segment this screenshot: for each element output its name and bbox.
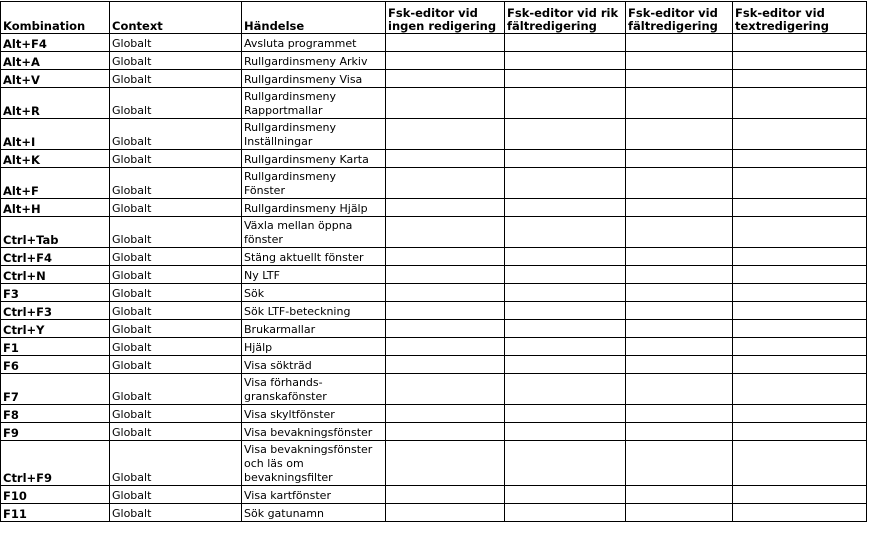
table-row bbox=[1, 168, 867, 199]
table-row bbox=[1, 356, 867, 374]
empty-cell bbox=[626, 374, 733, 405]
empty-cell bbox=[626, 150, 733, 168]
shortcut-event-text: Visa bevakningsfönster och läs om bevakningsfilter bbox=[244, 443, 373, 484]
empty-cell bbox=[505, 150, 626, 168]
header-kombination: Kombination bbox=[1, 2, 110, 34]
shortcut-key bbox=[1, 88, 110, 119]
table-row bbox=[1, 374, 867, 405]
shortcut-context bbox=[110, 486, 242, 504]
shortcut-context bbox=[110, 338, 242, 356]
empty-cell bbox=[733, 441, 867, 486]
table-row bbox=[1, 150, 867, 168]
empty-cell bbox=[626, 504, 733, 522]
shortcut-context-text: Globalt bbox=[112, 323, 152, 336]
empty-cell bbox=[505, 423, 626, 441]
header-fsk-ingen: Fsk-editor vid ingen redigering bbox=[386, 2, 505, 34]
shortcut-key-text: Alt+F bbox=[3, 184, 39, 198]
shortcut-event bbox=[242, 302, 386, 320]
shortcut-context-text: Globalt bbox=[112, 359, 152, 372]
table-row bbox=[1, 441, 867, 486]
shortcut-context bbox=[110, 356, 242, 374]
empty-cell bbox=[505, 168, 626, 199]
empty-cell bbox=[386, 266, 505, 284]
shortcut-event-text: Rullgardinsmeny Rapportmallar bbox=[244, 90, 336, 117]
empty-cell bbox=[505, 88, 626, 119]
empty-cell bbox=[626, 70, 733, 88]
table-row bbox=[1, 88, 867, 119]
shortcut-key-text: F1 bbox=[3, 341, 19, 355]
empty-cell bbox=[733, 338, 867, 356]
table-row bbox=[1, 199, 867, 217]
shortcut-key bbox=[1, 52, 110, 70]
shortcut-event-text: Visa bevakningsfönster bbox=[244, 426, 373, 439]
shortcut-key-text: Alt+I bbox=[3, 135, 36, 149]
empty-cell bbox=[505, 217, 626, 248]
empty-cell bbox=[386, 320, 505, 338]
shortcut-event-text: Sök gatunamn bbox=[244, 507, 324, 520]
empty-cell bbox=[733, 70, 867, 88]
shortcut-key bbox=[1, 356, 110, 374]
shortcut-event bbox=[242, 441, 386, 486]
empty-cell bbox=[733, 405, 867, 423]
shortcut-context-text: Globalt bbox=[112, 489, 152, 502]
shortcut-event bbox=[242, 423, 386, 441]
shortcut-event-text: Ny LTF bbox=[244, 269, 280, 282]
shortcut-key bbox=[1, 168, 110, 199]
shortcut-key-text: F11 bbox=[3, 507, 27, 521]
shortcut-key-text: F10 bbox=[3, 489, 27, 503]
shortcut-context-text: Globalt bbox=[112, 408, 152, 421]
shortcut-event-text: Rullgardinsmeny Hjälp bbox=[244, 202, 368, 215]
empty-cell bbox=[626, 199, 733, 217]
table-row bbox=[1, 504, 867, 522]
shortcut-context bbox=[110, 34, 242, 52]
shortcut-key-text: Alt+H bbox=[3, 202, 41, 216]
shortcut-event-text: Avsluta programmet bbox=[244, 37, 357, 50]
header-row bbox=[1, 2, 867, 34]
shortcut-event-text: Hjälp bbox=[244, 341, 273, 354]
empty-cell bbox=[386, 88, 505, 119]
empty-cell bbox=[733, 52, 867, 70]
empty-cell bbox=[505, 52, 626, 70]
shortcut-event-text: Sök bbox=[244, 287, 265, 300]
empty-cell bbox=[733, 199, 867, 217]
shortcut-key bbox=[1, 34, 110, 52]
empty-cell bbox=[505, 70, 626, 88]
shortcut-event-text: Visa kartfönster bbox=[244, 489, 331, 502]
empty-cell bbox=[626, 486, 733, 504]
shortcut-key-text: Ctrl+Tab bbox=[3, 233, 59, 247]
table-row bbox=[1, 34, 867, 52]
shortcut-key-text: Ctrl+F3 bbox=[3, 305, 53, 319]
shortcut-event bbox=[242, 217, 386, 248]
empty-cell bbox=[505, 356, 626, 374]
empty-cell bbox=[733, 356, 867, 374]
empty-cell bbox=[505, 119, 626, 150]
empty-cell bbox=[386, 302, 505, 320]
shortcut-context bbox=[110, 284, 242, 302]
table-row bbox=[1, 486, 867, 504]
shortcut-key bbox=[1, 284, 110, 302]
shortcut-key bbox=[1, 70, 110, 88]
header-handelse: Händelse bbox=[242, 2, 386, 34]
empty-cell bbox=[626, 119, 733, 150]
shortcut-key-text: Alt+A bbox=[3, 55, 40, 69]
shortcut-key bbox=[1, 486, 110, 504]
empty-cell bbox=[386, 248, 505, 266]
shortcut-event bbox=[242, 338, 386, 356]
empty-cell bbox=[626, 88, 733, 119]
table-row bbox=[1, 423, 867, 441]
shortcut-event bbox=[242, 504, 386, 522]
shortcut-context-text: Globalt bbox=[112, 341, 152, 354]
header-context: Context bbox=[110, 2, 242, 34]
shortcut-context bbox=[110, 320, 242, 338]
shortcut-key bbox=[1, 150, 110, 168]
shortcut-context bbox=[110, 88, 242, 119]
table-row bbox=[1, 248, 867, 266]
shortcut-key-text: Ctrl+F9 bbox=[3, 471, 53, 485]
empty-cell bbox=[386, 150, 505, 168]
empty-cell bbox=[505, 338, 626, 356]
shortcut-event bbox=[242, 405, 386, 423]
shortcut-key-text: F9 bbox=[3, 426, 19, 440]
shortcut-context-text: Globalt bbox=[112, 153, 152, 166]
shortcut-key-text: F3 bbox=[3, 287, 19, 301]
shortcut-key-text: Ctrl+F4 bbox=[3, 251, 53, 265]
shortcut-event bbox=[242, 168, 386, 199]
shortcut-context bbox=[110, 168, 242, 199]
shortcut-context bbox=[110, 504, 242, 522]
empty-cell bbox=[733, 423, 867, 441]
empty-cell bbox=[386, 441, 505, 486]
shortcut-event-text: Stäng aktuellt fönster bbox=[244, 251, 364, 264]
shortcut-context-text: Globalt bbox=[112, 287, 152, 300]
empty-cell bbox=[626, 356, 733, 374]
shortcut-event bbox=[242, 266, 386, 284]
shortcut-context-text: Globalt bbox=[112, 104, 152, 117]
shortcut-key bbox=[1, 441, 110, 486]
empty-cell bbox=[386, 217, 505, 248]
shortcut-event-text: Sök LTF-beteckning bbox=[244, 305, 351, 318]
empty-cell bbox=[626, 248, 733, 266]
empty-cell bbox=[505, 374, 626, 405]
shortcut-context-text: Globalt bbox=[112, 202, 152, 215]
empty-cell bbox=[386, 338, 505, 356]
empty-cell bbox=[626, 52, 733, 70]
shortcut-key-text: Alt+K bbox=[3, 153, 40, 167]
empty-cell bbox=[505, 266, 626, 284]
shortcut-key bbox=[1, 266, 110, 284]
empty-cell bbox=[626, 338, 733, 356]
shortcut-context-text: Globalt bbox=[112, 390, 152, 403]
shortcut-key-text: Ctrl+Y bbox=[3, 323, 45, 337]
shortcut-context-text: Globalt bbox=[112, 471, 152, 484]
shortcut-event-text: Visa sökträd bbox=[244, 359, 312, 372]
shortcut-key-text: F6 bbox=[3, 359, 19, 373]
empty-cell bbox=[386, 423, 505, 441]
table-row bbox=[1, 284, 867, 302]
empty-cell bbox=[733, 248, 867, 266]
shortcut-key-text: F7 bbox=[3, 390, 19, 404]
empty-cell bbox=[733, 284, 867, 302]
shortcut-context bbox=[110, 423, 242, 441]
empty-cell bbox=[505, 248, 626, 266]
empty-cell bbox=[505, 486, 626, 504]
shortcut-key-text: Alt+F4 bbox=[3, 37, 47, 51]
empty-cell bbox=[386, 168, 505, 199]
empty-cell bbox=[505, 405, 626, 423]
shortcut-event bbox=[242, 284, 386, 302]
empty-cell bbox=[626, 441, 733, 486]
shortcut-context-text: Globalt bbox=[112, 135, 152, 148]
shortcut-event bbox=[242, 119, 386, 150]
empty-cell bbox=[386, 486, 505, 504]
shortcut-key-text: Ctrl+N bbox=[3, 269, 46, 283]
shortcut-context-text: Globalt bbox=[112, 269, 152, 282]
shortcut-key bbox=[1, 504, 110, 522]
shortcut-context bbox=[110, 52, 242, 70]
shortcut-key-text: Alt+V bbox=[3, 73, 40, 87]
empty-cell bbox=[626, 320, 733, 338]
empty-cell bbox=[733, 119, 867, 150]
empty-cell bbox=[505, 504, 626, 522]
empty-cell bbox=[733, 88, 867, 119]
shortcut-event bbox=[242, 70, 386, 88]
table-row bbox=[1, 405, 867, 423]
empty-cell bbox=[733, 320, 867, 338]
shortcut-key bbox=[1, 423, 110, 441]
empty-cell bbox=[626, 284, 733, 302]
header-fsk-text: Fsk-editor vid textredigering bbox=[733, 2, 867, 34]
empty-cell bbox=[505, 284, 626, 302]
shortcut-event bbox=[242, 199, 386, 217]
empty-cell bbox=[386, 374, 505, 405]
shortcut-event bbox=[242, 486, 386, 504]
table-row bbox=[1, 217, 867, 248]
shortcut-event bbox=[242, 320, 386, 338]
shortcut-event bbox=[242, 150, 386, 168]
shortcut-context bbox=[110, 405, 242, 423]
shortcut-context bbox=[110, 217, 242, 248]
empty-cell bbox=[733, 504, 867, 522]
empty-cell bbox=[626, 34, 733, 52]
shortcut-context-text: Globalt bbox=[112, 37, 152, 50]
shortcut-context bbox=[110, 199, 242, 217]
table-row bbox=[1, 320, 867, 338]
table-row bbox=[1, 52, 867, 70]
shortcut-context-text: Globalt bbox=[112, 305, 152, 318]
empty-cell bbox=[733, 374, 867, 405]
shortcut-key-text: F8 bbox=[3, 408, 19, 422]
shortcut-context bbox=[110, 150, 242, 168]
shortcut-event-text: Visa skyltfönster bbox=[244, 408, 335, 421]
shortcut-key bbox=[1, 302, 110, 320]
shortcut-context-text: Globalt bbox=[112, 251, 152, 264]
shortcut-event-text: Rullgardinsmeny Inställningar bbox=[244, 121, 336, 148]
shortcut-event-text: Visa förhands- granskafönster bbox=[244, 376, 327, 403]
shortcut-event-text: Rullgardinsmeny Arkiv bbox=[244, 55, 368, 68]
empty-cell bbox=[733, 34, 867, 52]
shortcut-context bbox=[110, 70, 242, 88]
empty-cell bbox=[626, 217, 733, 248]
table-row bbox=[1, 302, 867, 320]
shortcut-event-text: Växla mellan öppna fönster bbox=[244, 219, 353, 246]
empty-cell bbox=[505, 320, 626, 338]
shortcut-key bbox=[1, 338, 110, 356]
header-fsk-falt: Fsk-editor vid fältredigering bbox=[626, 2, 733, 34]
shortcut-key bbox=[1, 248, 110, 266]
shortcut-event bbox=[242, 88, 386, 119]
shortcut-context bbox=[110, 119, 242, 150]
shortcut-key bbox=[1, 374, 110, 405]
empty-cell bbox=[733, 486, 867, 504]
shortcut-context-text: Globalt bbox=[112, 55, 152, 68]
shortcut-context-text: Globalt bbox=[112, 73, 152, 86]
shortcut-context bbox=[110, 266, 242, 284]
empty-cell bbox=[733, 217, 867, 248]
empty-cell bbox=[386, 356, 505, 374]
empty-cell bbox=[386, 504, 505, 522]
shortcut-context-text: Globalt bbox=[112, 507, 152, 520]
empty-cell bbox=[733, 302, 867, 320]
shortcut-event bbox=[242, 34, 386, 52]
table-row bbox=[1, 119, 867, 150]
shortcut-event bbox=[242, 356, 386, 374]
shortcut-context bbox=[110, 248, 242, 266]
empty-cell bbox=[386, 199, 505, 217]
empty-cell bbox=[626, 405, 733, 423]
shortcut-context-text: Globalt bbox=[112, 184, 152, 197]
shortcut-key bbox=[1, 217, 110, 248]
empty-cell bbox=[386, 405, 505, 423]
empty-cell bbox=[626, 266, 733, 284]
shortcut-event-text: Rullgardinsmeny Visa bbox=[244, 73, 363, 86]
shortcut-event-text: Rullgardinsmeny Karta bbox=[244, 153, 369, 166]
shortcut-event bbox=[242, 248, 386, 266]
empty-cell bbox=[733, 168, 867, 199]
header-fsk-rik-falt: Fsk-editor vid rik fältredigering bbox=[505, 2, 626, 34]
empty-cell bbox=[386, 34, 505, 52]
table-row bbox=[1, 266, 867, 284]
shortcut-context-text: Globalt bbox=[112, 233, 152, 246]
shortcut-key bbox=[1, 119, 110, 150]
empty-cell bbox=[733, 150, 867, 168]
empty-cell bbox=[505, 302, 626, 320]
shortcut-event bbox=[242, 52, 386, 70]
empty-cell bbox=[505, 441, 626, 486]
shortcut-context-text: Globalt bbox=[112, 426, 152, 439]
shortcut-key-text: Alt+R bbox=[3, 104, 40, 118]
shortcut-event-text: Brukarmallar bbox=[244, 323, 316, 336]
empty-cell bbox=[626, 168, 733, 199]
empty-cell bbox=[386, 70, 505, 88]
table-row bbox=[1, 70, 867, 88]
table-row bbox=[1, 338, 867, 356]
shortcut-context bbox=[110, 374, 242, 405]
empty-cell bbox=[505, 199, 626, 217]
empty-cell bbox=[386, 284, 505, 302]
shortcut-context bbox=[110, 441, 242, 486]
shortcut-key bbox=[1, 320, 110, 338]
empty-cell bbox=[626, 423, 733, 441]
empty-cell bbox=[386, 52, 505, 70]
shortcut-event bbox=[242, 374, 386, 405]
shortcut-event-text: Rullgardinsmeny Fönster bbox=[244, 170, 336, 197]
empty-cell bbox=[626, 302, 733, 320]
shortcut-key bbox=[1, 199, 110, 217]
shortcut-key bbox=[1, 405, 110, 423]
shortcut-table bbox=[0, 1, 867, 522]
empty-cell bbox=[386, 119, 505, 150]
shortcut-context bbox=[110, 302, 242, 320]
empty-cell bbox=[505, 34, 626, 52]
empty-cell bbox=[733, 266, 867, 284]
